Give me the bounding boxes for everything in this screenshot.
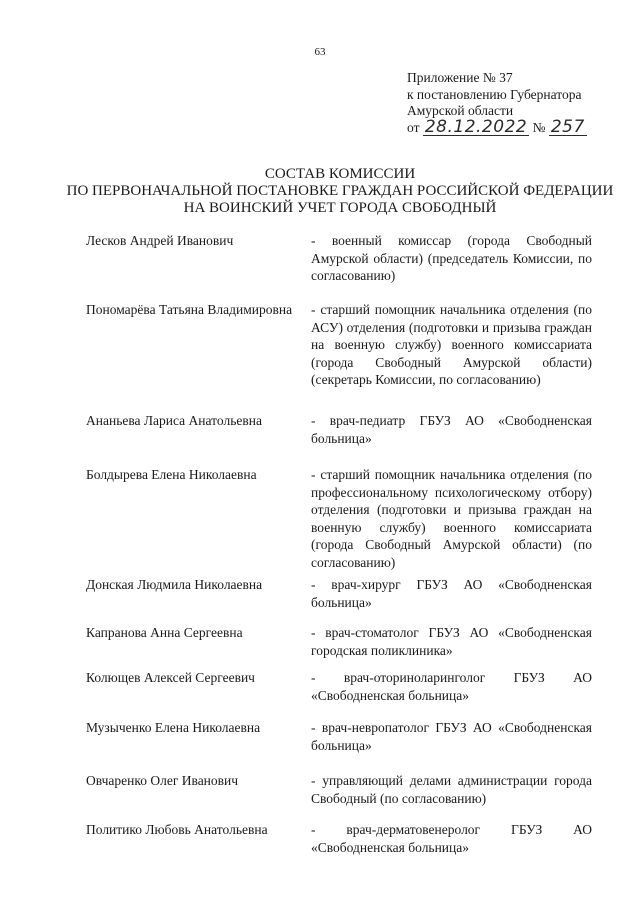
appendix-region: Амурской области bbox=[407, 103, 514, 118]
member-name: Ананьева Лариса Анатольевна bbox=[86, 413, 262, 428]
member-role: - старший помощник начальника отделения (по АСУ) отделения (подготовки и призыва граждан на военную службу) военного комиссариата (города Свободный Амурской области) (секретарь Комиссии, по согласованию) bbox=[311, 302, 592, 387]
number-label: № bbox=[532, 119, 546, 135]
from-label: от bbox=[407, 119, 420, 135]
member-name: Колющев Алексей Сергеевич bbox=[86, 670, 255, 685]
member-role: - врач-оториноларинголог ГБУЗ АО «Свободненская больница» bbox=[311, 670, 592, 703]
title-line-3: НА ВОИНСКИЙ УЧЕТ ГОРОДА СВОБОДНЫЙ bbox=[183, 200, 497, 216]
member-row bbox=[86, 412, 592, 466]
member-name: Музыченко Елена Николаевна bbox=[86, 720, 261, 735]
member-row bbox=[86, 719, 592, 772]
page-number: 63 bbox=[314, 46, 326, 58]
handwritten-date: 28.12.2022 bbox=[424, 116, 528, 137]
commission-member-list bbox=[86, 232, 592, 861]
member-name: Донская Людмила Николаевна bbox=[86, 577, 263, 592]
member-row bbox=[86, 821, 592, 861]
member-role: - военный комиссар (города Свободный Амурской области) (председатель Комиссии, по согласованию) bbox=[311, 233, 592, 283]
document-title bbox=[60, 166, 620, 217]
member-row bbox=[86, 466, 592, 576]
member-row bbox=[86, 624, 592, 669]
member-row bbox=[86, 301, 592, 412]
member-role: - врач-хирург ГБУЗ АО «Свободненская больница» bbox=[311, 577, 592, 610]
member-row bbox=[86, 576, 592, 624]
appendix-header bbox=[407, 70, 587, 136]
member-name: Капранова Анна Сергеевна bbox=[86, 625, 243, 640]
appendix-date-line bbox=[407, 116, 587, 137]
appendix-number: Приложение № 37 bbox=[407, 70, 513, 85]
title-line-1: СОСТАВ КОМИССИИ bbox=[264, 166, 416, 182]
member-role: - врач-педиатр ГБУЗ АО «Свободненская больница» bbox=[311, 413, 592, 446]
member-name: Лесков Андрей Иванович bbox=[86, 233, 234, 248]
member-role: - врач-дерматовенеролог ГБУЗ АО «Свободненская больница» bbox=[311, 822, 592, 855]
member-name: Болдырева Елена Николаевна bbox=[86, 467, 257, 482]
member-name: Политико Любовь Анатольевна bbox=[86, 822, 268, 837]
member-name: Пономарёва Татьяна Владимировна bbox=[86, 302, 293, 317]
member-role: - управляющий делами администрации города Свободный (по согласованию) bbox=[311, 773, 592, 806]
member-row bbox=[86, 669, 592, 719]
member-role: - старший помощник начальника отделения (по профессиональному психологическому отбору) отделения (подготовки и призыва граждан на военную службу) военного комиссариата (города Свободный Амурской области) (по согласованию) bbox=[311, 467, 592, 570]
handwritten-number: 257 bbox=[550, 116, 585, 137]
title-line-2: ПО ПЕРВОНАЧАЛЬНОЙ ПОСТАНОВКЕ ГРАЖДАН РОССИЙСКОЙ ФЕДЕРАЦИИ bbox=[66, 183, 614, 199]
member-name: Овчаренко Олег Иванович bbox=[86, 773, 239, 788]
member-role: - врач-стоматолог ГБУЗ АО «Свободненская городская поликлиника» bbox=[311, 625, 592, 658]
member-row bbox=[86, 232, 592, 301]
member-role: - врач-невропатолог ГБУЗ АО «Свободненская больница» bbox=[311, 720, 592, 753]
appendix-decree-ref: к постановлению Губернатора bbox=[407, 86, 582, 102]
member-row bbox=[86, 772, 592, 821]
